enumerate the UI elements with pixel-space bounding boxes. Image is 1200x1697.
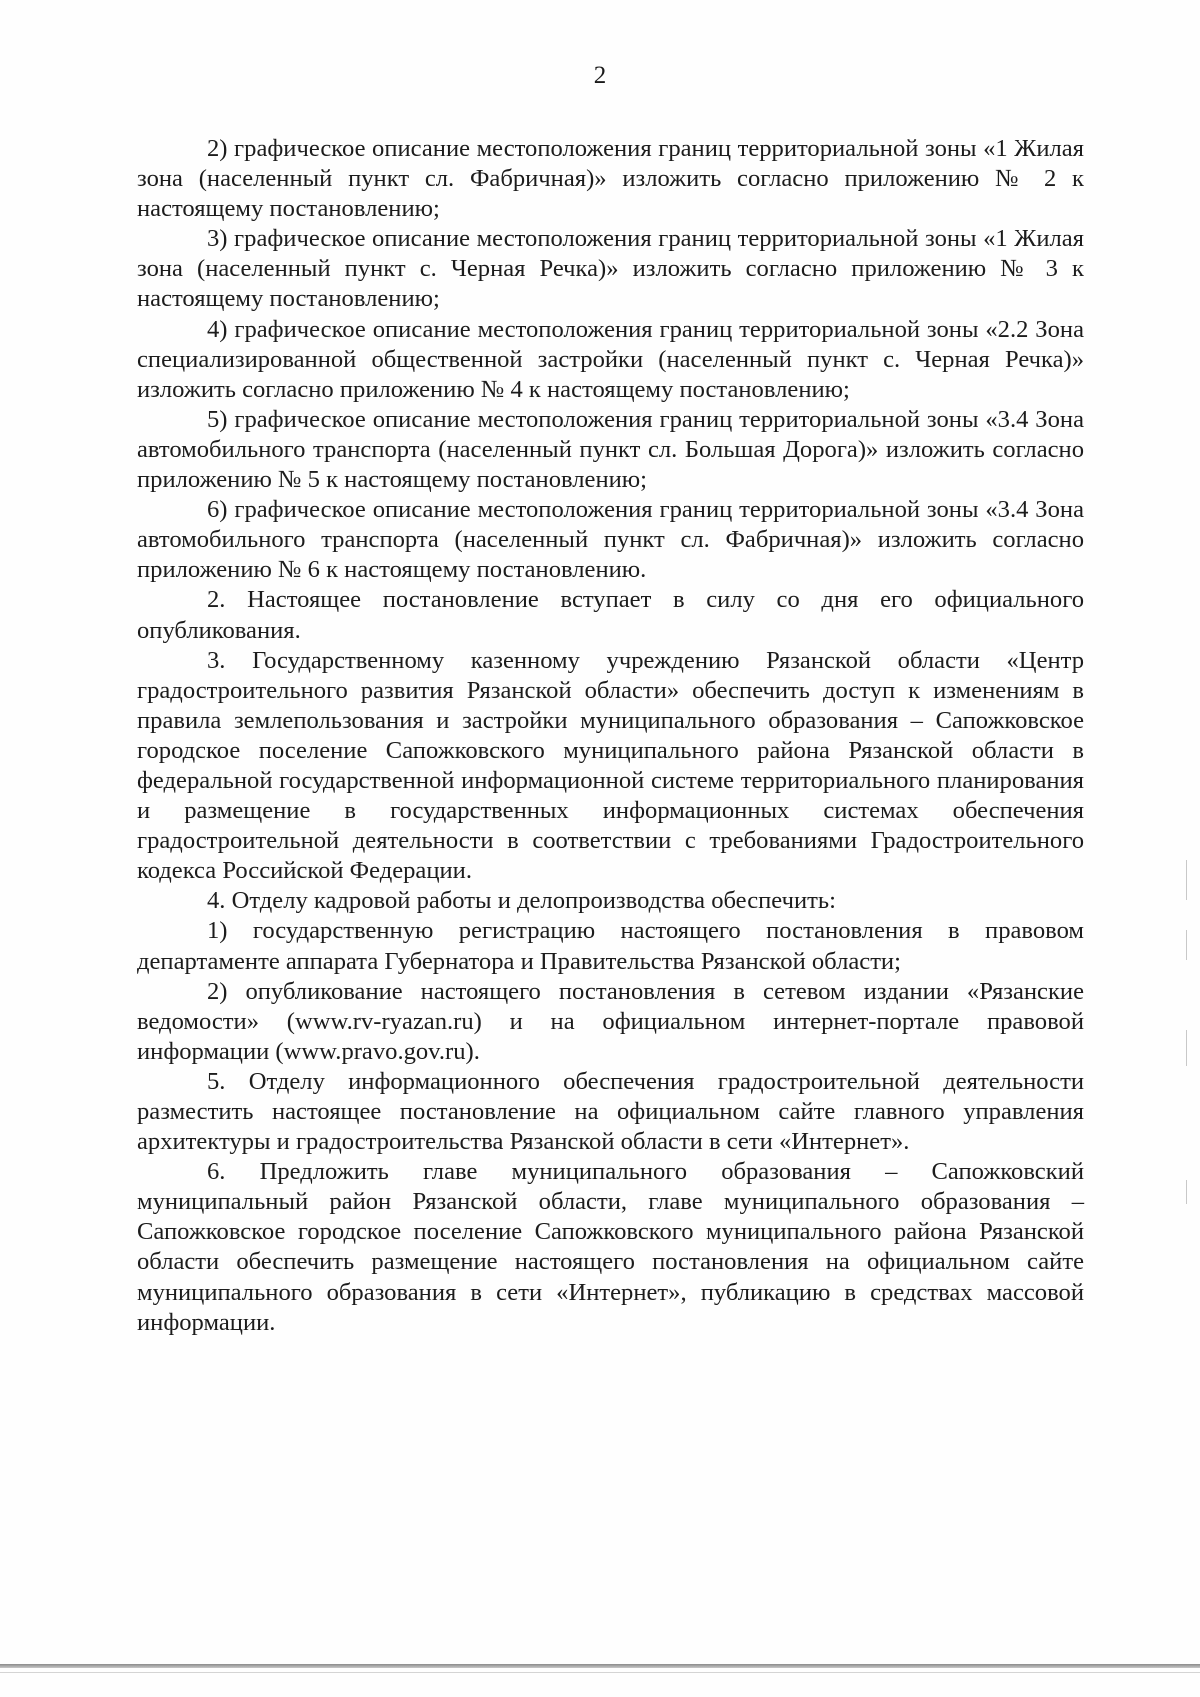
paragraph-clause-2: 2. Настоящее постановление вступает в силу со дня его официального опубликования. (137, 586, 1084, 644)
scan-margin-mark (1186, 930, 1187, 960)
paragraph-clause-4: 4. Отделу кадровой работы и делопроизводства обеспечить: (207, 887, 836, 915)
paragraph-item-5: 5) графическое описание местоположения границ территориальной зоны «3.4 Зона автомобильного транспорта (населенный пункт сл. Большая Дорога)» изложить согласно приложению № 5 к настоящему постановлению; (137, 405, 1084, 494)
page-number: 2 (593, 62, 607, 89)
paragraph-item-2: 2) графическое описание местоположения границ территориальной зоны «1 Жилая зона (населенный пункт сл. Фабричная)» изложить согласно приложению № 2 к настоящему постановлению; (137, 135, 1084, 223)
scan-edge-line (0, 1664, 1200, 1668)
paragraph-clause-4-item-2: 2) опубликование настоящего постановления в сетевом издании «Рязанские ведомости» (www.rv-ryazan.ru) и на официальном интернет-портале правовой информации (www.pravo.gov.ru). (137, 977, 1084, 1065)
paragraph-clause-4-item-1: 1) государственную регистрацию настоящего постановления в правовом департаменте аппарата Губернатора и Правительства Рязанской области; (137, 917, 1084, 975)
paragraph-item-3: 3) графическое описание местоположения границ территориальной зоны «1 Жилая зона (населенный пункт с. Черная Речка)» изложить согласно приложению № 3 к настоящему постановлению; (137, 225, 1084, 313)
paragraph-clause-5: 5. Отделу информационного обеспечения градостроительной деятельности разместить настоящее постановление на официальном сайте главного управления архитектуры и градостроительства Рязанской области в сети «Интернет». (137, 1067, 1084, 1156)
scan-margin-mark (1186, 860, 1187, 900)
document-body (137, 134, 1084, 1338)
scan-margin-mark (1186, 1180, 1187, 1204)
paragraph-clause-3: 3. Государственному казенному учреждению Рязанской области «Центр градостроительного развития Рязанской области» обеспечить доступ к изменениям в правила землепользования и застройки муниципального образования – Сапожковское городское поселение Сапожковского муниципального района Рязанской области в федеральной государственной информационной системе территориального планирования и размещение в государственных информационных системах обеспечения градостроительной деятельности в соответствии с требованиями Градостроительного кодекса Российской Федерации. (137, 646, 1084, 885)
scan-margin-mark (1186, 1030, 1187, 1066)
paragraph-item-4: 4) графическое описание местоположения границ территориальной зоны «2.2 Зона специализированной общественной застройки (населенный пункт с. Черная Речка)» изложить согласно приложению № 4 к настоящему постановлению; (137, 315, 1084, 403)
paragraph-item-6: 6) графическое описание местоположения границ территориальной зоны «3.4 Зона автомобильного транспорта (населенный пункт сл. Фабричная)» изложить согласно приложению № 6 к настоящему постановлению. (137, 496, 1084, 584)
scan-edge-line-secondary (0, 1672, 1200, 1673)
paragraph-clause-6: 6. Предложить главе муниципального образования – Сапожковский муниципальный район Рязанской области, главе муниципального образования – Сапожковское городское поселение Сапожковского муниципального района Рязанской области обеспечить размещение настоящего постановления на официальном сайте муниципального образования в сети «Интернет», публикацию в средствах массовой информации. (137, 1158, 1084, 1336)
